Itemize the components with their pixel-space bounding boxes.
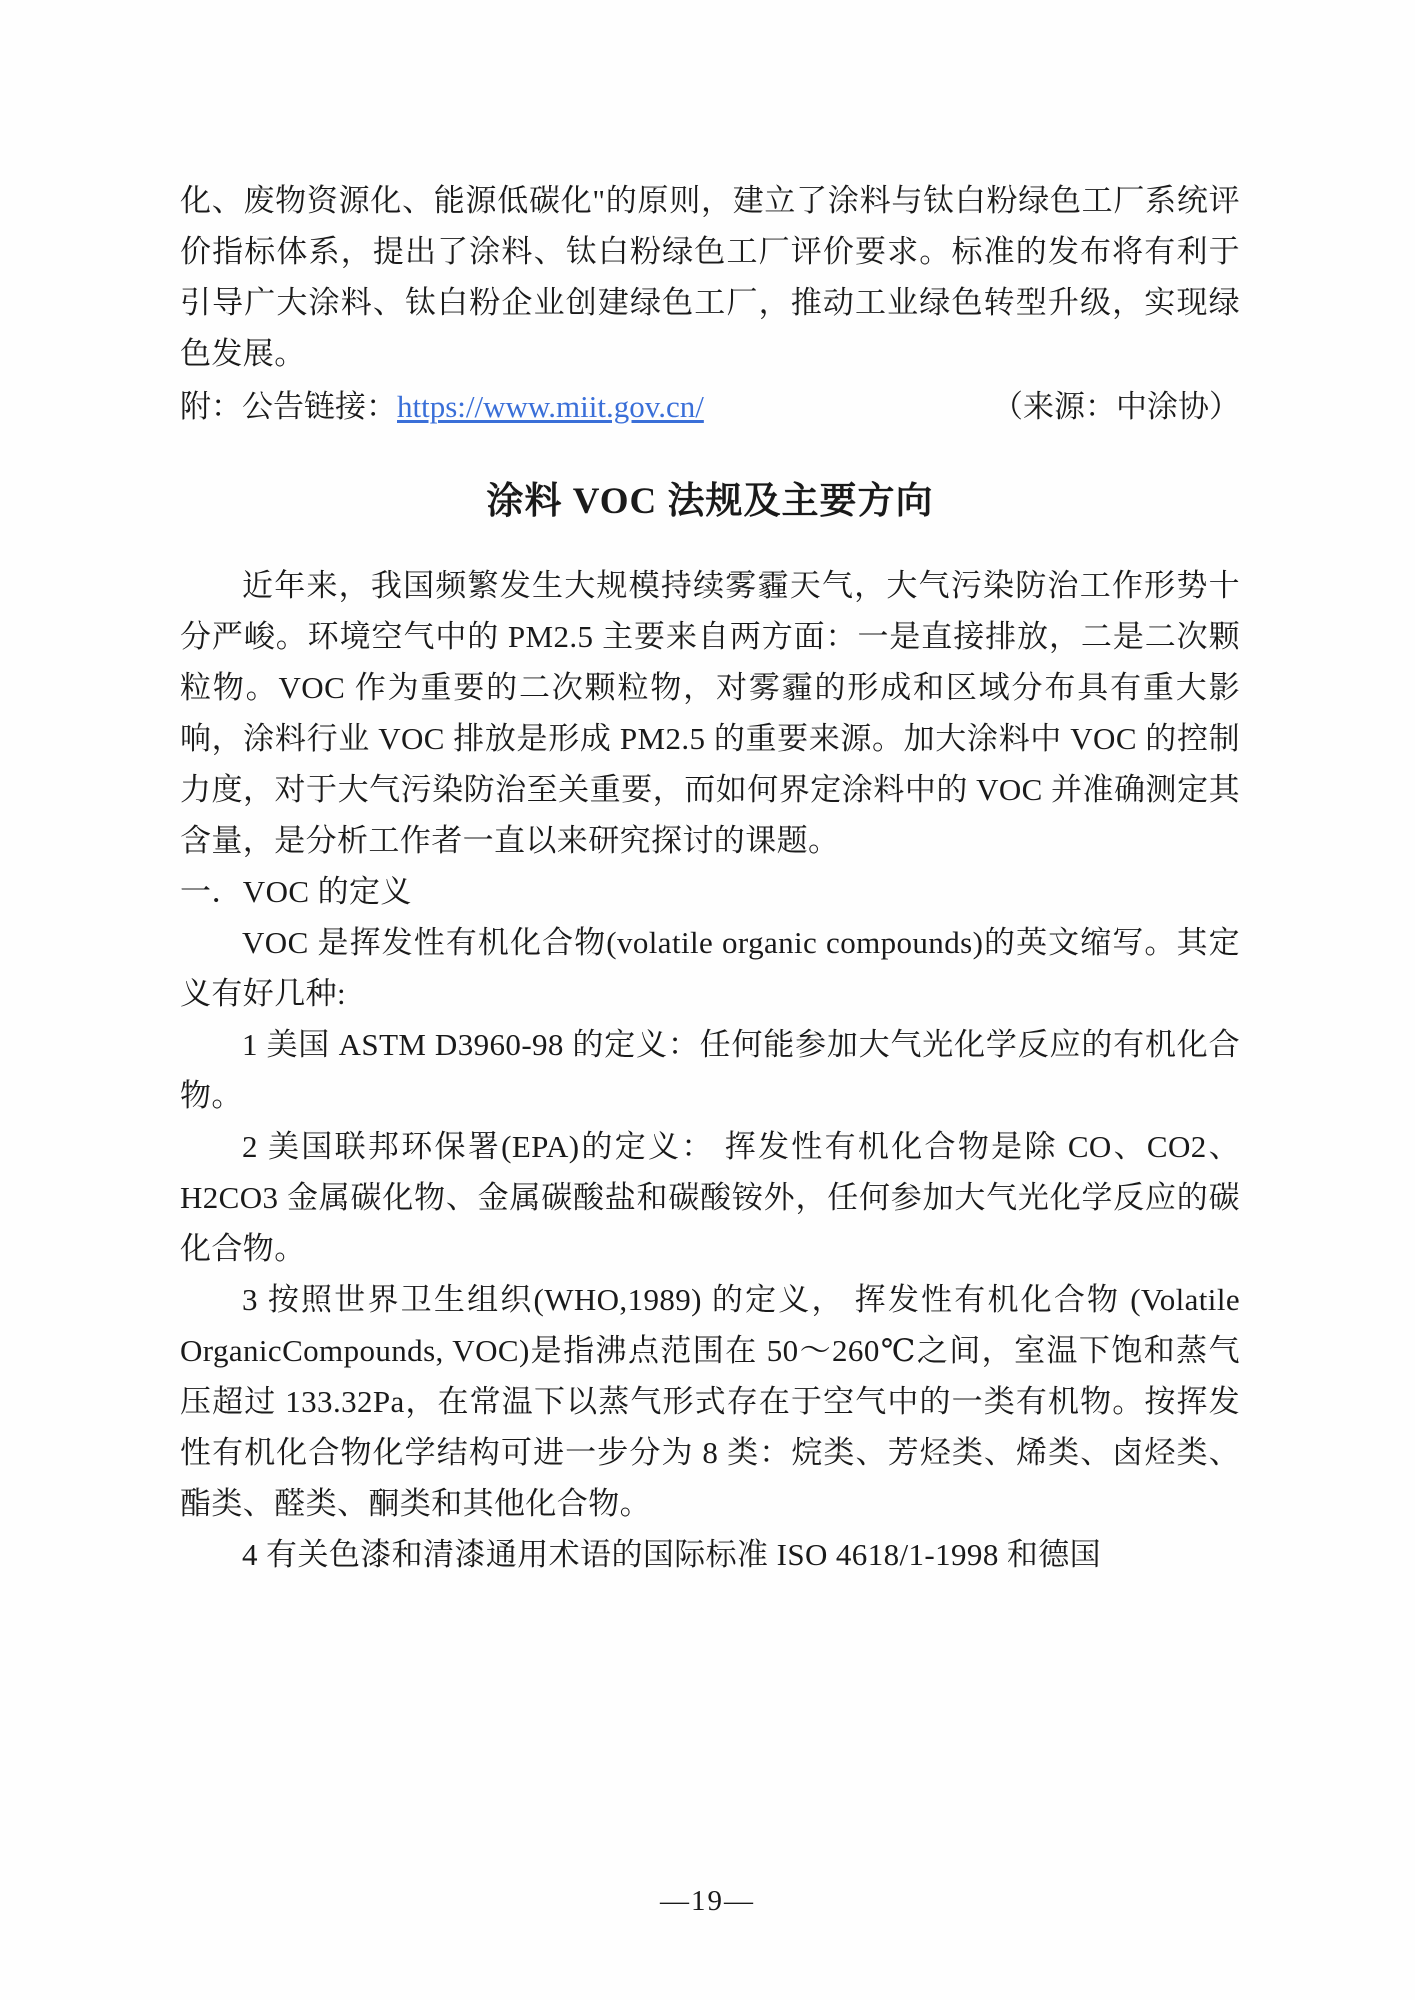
source-note: （来源：中涂协）	[992, 389, 1240, 424]
definition-item-1: 1 美国 ASTM D3960-98 的定义：任何能参加大气光化学反应的有机化合物。	[180, 1027, 1240, 1113]
section-heading-definition: 一．VOC 的定义	[180, 874, 412, 909]
definition-item-4: 4 有关色漆和清漆通用术语的国际标准 ISO 4618/1-1998 和德国	[242, 1537, 1102, 1572]
body-paragraph-1: 近年来，我国频繁发生大规模持续雾霾天气，大气污染防治工作形势十分严峻。环境空气中的 PM2.5 主要来自两方面：一是直接排放，二是二次颗粒物。VOC 作为重要的二次颗粒物，对雾霾的形成和区域分布具有重大影响，涂料行业 VOC 排放是形成 PM2.5 的重要来源。加大涂料中 VOC 的控制力度，对于大气污染防治至关重要，而如何界定涂料中的 VOC 并准确测定其含量，是分析工作者一直以来研究探讨的课题。	[180, 568, 1240, 858]
definition-item-2: 2 美国联邦环保署(EPA)的定义： 挥发性有机化合物是除 CO、CO2、H2CO3 金属碳化物、金属碳酸盐和碳酸铵外，任何参加大气光化学反应的碳化合物。	[180, 1129, 1240, 1266]
page-content	[180, 175, 1240, 1580]
page-number: —19—	[660, 1885, 755, 1917]
intro-paragraph: 化、废物资源化、能源低碳化"的原则，建立了涂料与钛白粉绿色工厂系统评价指标体系，提出了涂料、钛白粉绿色工厂评价要求。标准的发布将有利于引导广大涂料、钛白粉企业创建绿色工厂，推动工业绿色转型升级，实现绿色发展。	[180, 183, 1240, 371]
attachment-line	[180, 381, 1240, 432]
announcement-link[interactable]: https://www.miit.gov.cn/	[397, 389, 704, 424]
page-title: 涂料 VOC 法规及主要方向	[486, 481, 934, 522]
attachment-label: 附：公告链接：	[180, 389, 397, 424]
definition-item-3: 3 按照世界卫生组织(WHO,1989) 的定义， 挥发性有机化合物 (Volatile OrganicCompounds, VOC)是指沸点范围在 50～260℃之间，室温下饱和蒸气压超过 133.32Pa，在常温下以蒸气形式存在于空气中的一类有机物。按挥发性有机化合物化学结构可进一步分为 8 类：烷类、芳烃类、烯类、卤烃类、酯类、醛类、酮类和其他化合物。	[180, 1282, 1240, 1521]
definitions-intro: VOC 是挥发性有机化合物(volatile organic compounds)的英文缩写。其定义有好几种:	[180, 925, 1240, 1011]
